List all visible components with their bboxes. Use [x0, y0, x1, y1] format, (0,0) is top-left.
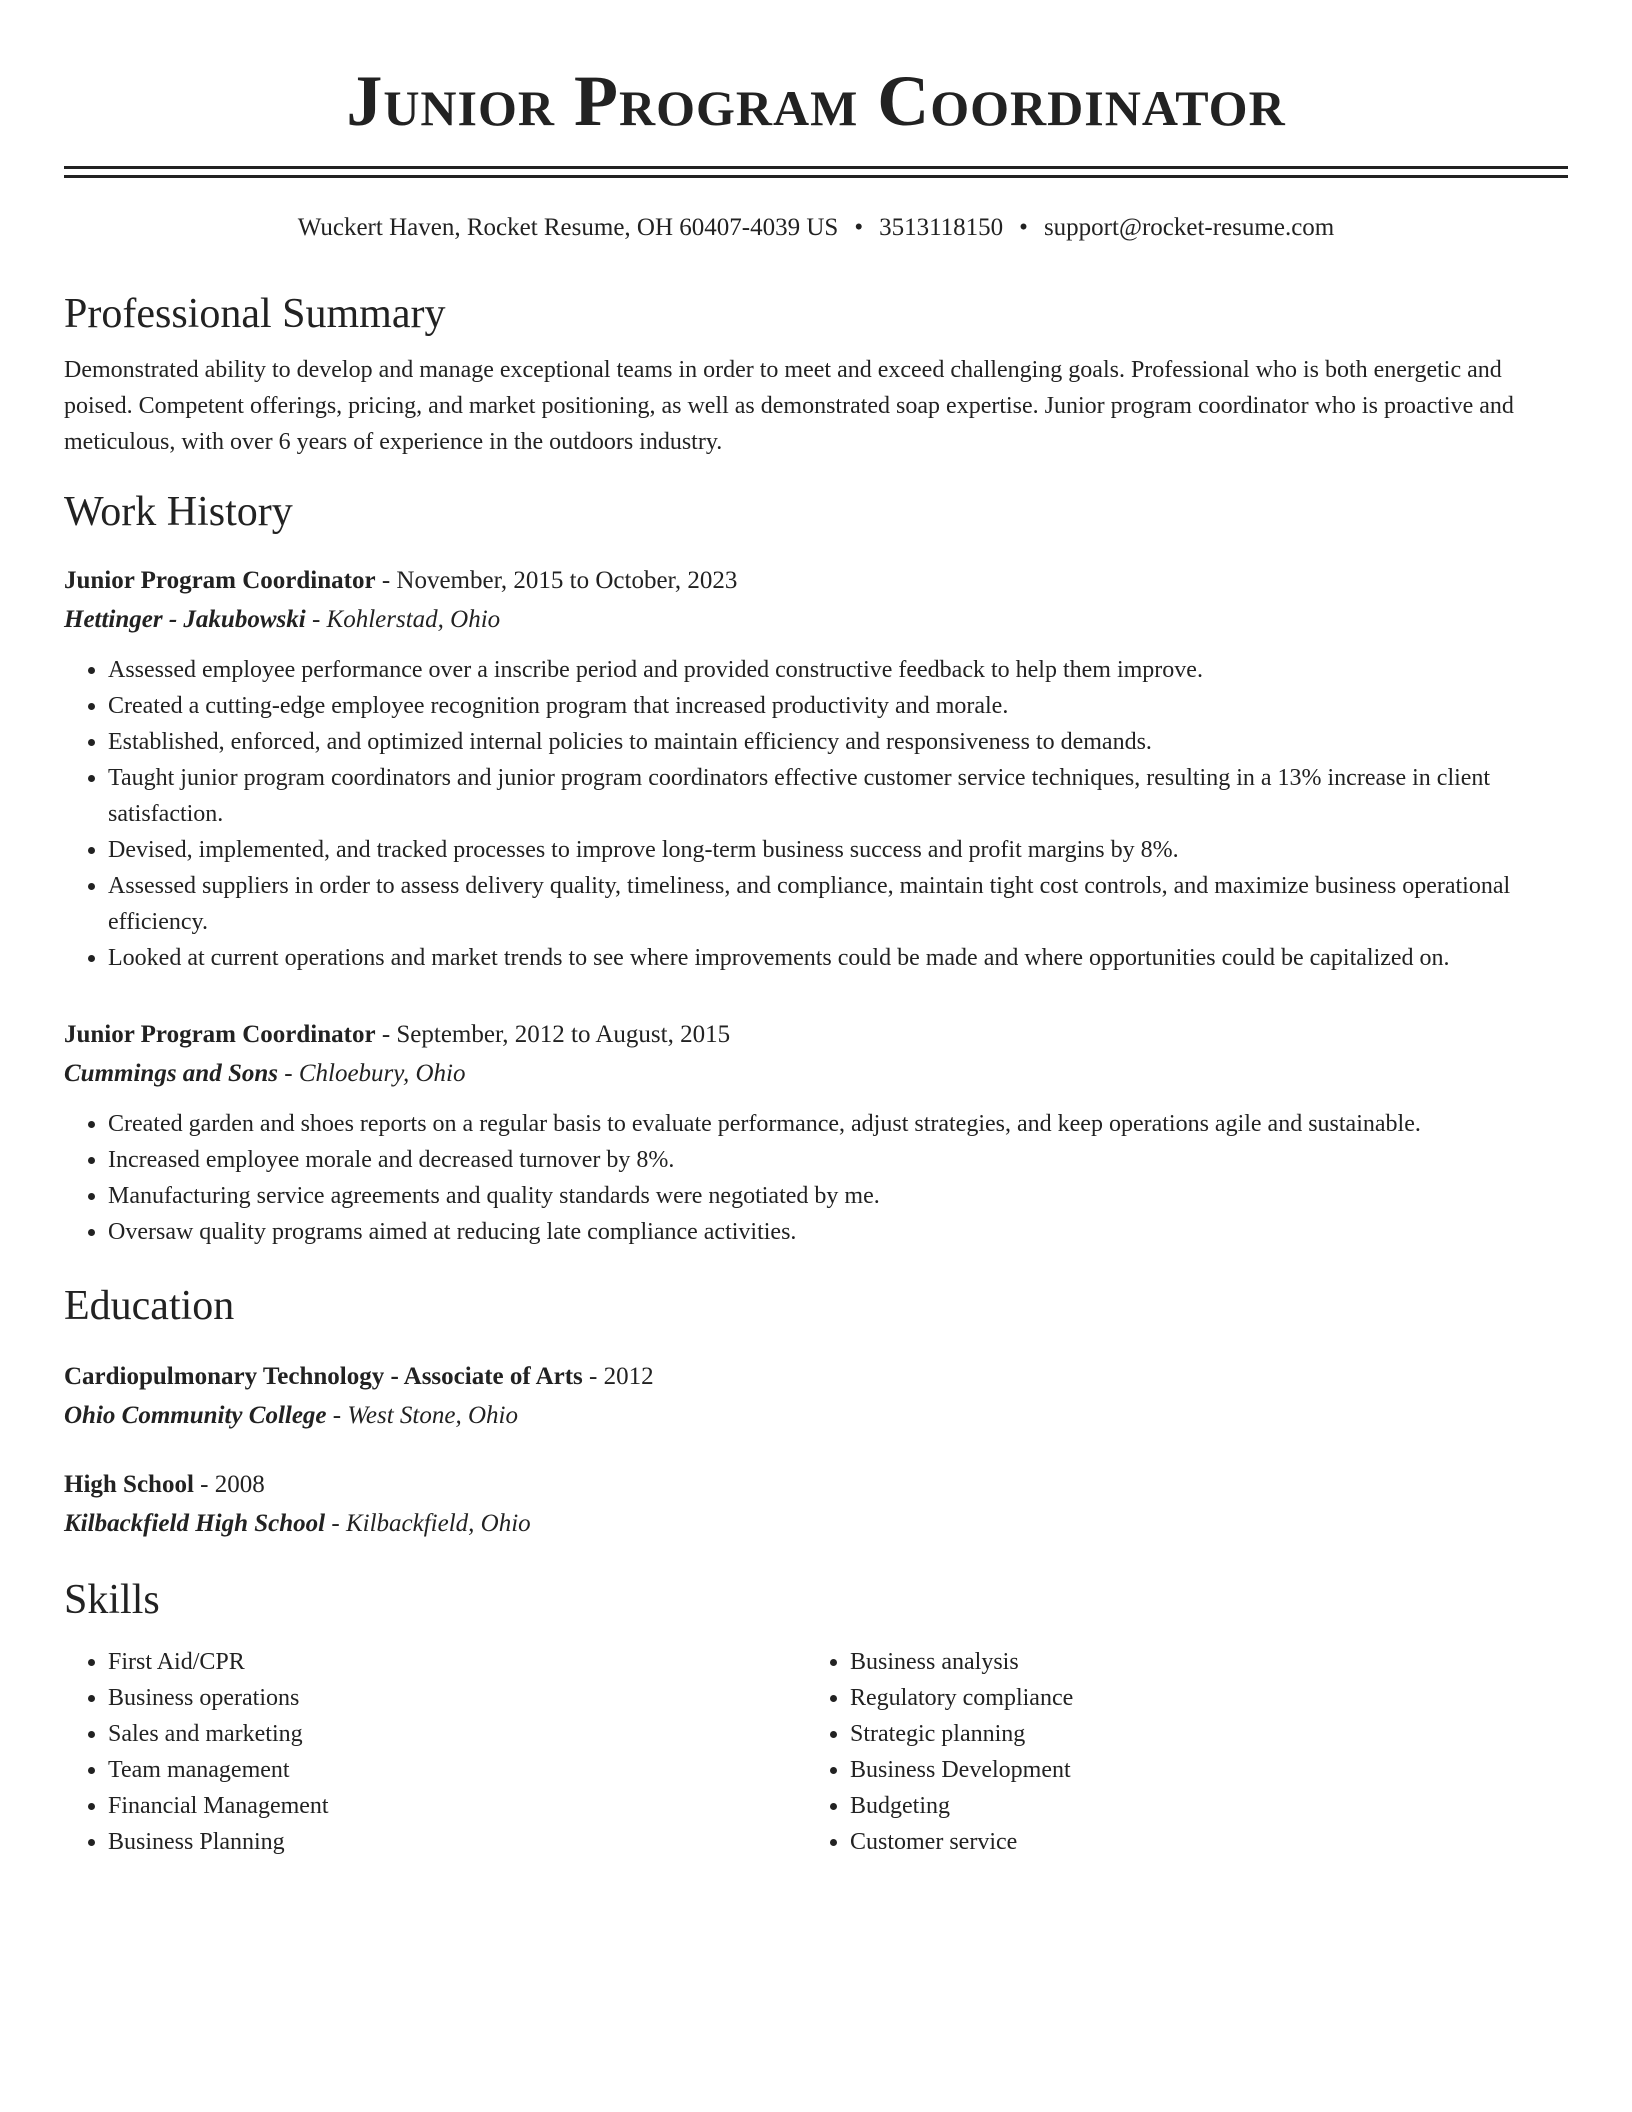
job-bullet: • Oversaw quality programs aimed at reducing late compliance activities.	[108, 1214, 1568, 1250]
summary-section-title: Professional Summary	[64, 291, 446, 337]
job-bullets	[64, 1106, 1568, 1250]
contact-separator: •	[1019, 214, 1028, 241]
job-entry	[64, 1016, 1568, 1250]
contact-separator: •	[854, 214, 864, 241]
job-bullet: • Assessed employee performance over a inscribe period and provided constructive feedback to help them improve.	[108, 652, 1568, 688]
job-role: Junior Program Coordinator	[64, 567, 376, 594]
education-school: Ohio Community College	[64, 1402, 327, 1429]
skill-item: • Financial Management	[108, 1788, 806, 1824]
skills-section-title: Skills	[64, 1577, 160, 1623]
skill-item: • Sales and marketing	[108, 1716, 806, 1752]
header-divider-bottom	[64, 175, 1568, 178]
skills-list-left	[64, 1644, 806, 1860]
job-location: - Chloebury, Ohio	[278, 1060, 466, 1087]
skill-item: • Business analysis	[850, 1644, 1548, 1680]
job-title-line	[64, 562, 1568, 600]
job-bullet: • Taught junior program coordinators and junior program coordinators effective customer service techniques, resulting in a 13% increase in client satisfaction.	[108, 760, 1568, 832]
education-degree-line	[64, 1466, 1568, 1504]
job-company-line	[64, 600, 1568, 640]
education-degree: Cardiopulmonary Technology - Associate of Arts	[64, 1363, 583, 1390]
skill-item: • Budgeting	[850, 1788, 1548, 1824]
skills-list-right	[806, 1644, 1548, 1860]
job-bullet: • Created garden and shoes reports on a regular basis to evaluate performance, adjust strategies, and keep operations agile and sustainable.	[108, 1106, 1568, 1142]
skill-item: • First Aid/CPR	[108, 1644, 806, 1680]
job-bullet: • Assessed suppliers in order to assess delivery quality, timeliness, and compliance, maintain tight cost controls, and maximize business operational efficiency.	[108, 868, 1568, 940]
job-bullet: • Manufacturing service agreements and quality standards were negotiated by me.	[108, 1178, 1568, 1214]
education-school-line	[64, 1504, 1568, 1544]
skill-item: • Team management	[108, 1752, 806, 1788]
skill-item: • Business Planning	[108, 1824, 806, 1860]
job-bullet: • Increased employee morale and decreased turnover by 8%.	[108, 1142, 1568, 1178]
contact-email: support@rocket-resume.com	[1043, 214, 1335, 241]
job-role: Junior Program Coordinator	[64, 1021, 376, 1048]
education-degree-line	[64, 1358, 1568, 1396]
education-section-title: Education	[64, 1283, 235, 1329]
work-history-section-title: Work History	[64, 489, 293, 535]
contact-address: Wuckert Haven, Rocket Resume, OH 60407-4039 US	[297, 214, 839, 241]
summary-text: Demonstrated ability to develop and manage exceptional teams in order to meet and exceed challenging goals. Professional who is both energetic and poised. Competent offerings, pricing, and market positioning, as well as demonstrated soap expertise. Junior program coordinator who is proactive and meticulous, with over 6 years of experience in the outdoors industry.	[64, 357, 1514, 455]
education-school-line	[64, 1396, 1568, 1436]
skill-item: • Strategic planning	[850, 1716, 1548, 1752]
skill-item: • Customer service	[850, 1824, 1548, 1860]
job-bullet: • Established, enforced, and optimized internal policies to maintain efficiency and responsiveness to demands.	[108, 724, 1568, 760]
education-entry	[64, 1358, 1568, 1436]
job-company: Hettinger - Jakubowski	[64, 606, 306, 633]
education-location: - West Stone, Ohio	[326, 1402, 518, 1429]
education-location: - Kilbackfield, Ohio	[325, 1510, 531, 1537]
education-entry	[64, 1466, 1568, 1544]
job-bullet: • Looked at current operations and market trends to see where improvements could be made and where opportunities could be capitalized on.	[108, 940, 1568, 976]
education-year: - 2012	[582, 1363, 654, 1390]
job-dates: - November, 2015 to October, 2023	[375, 567, 738, 594]
education-year: - 2008	[193, 1471, 265, 1498]
skills-columns	[64, 1644, 1568, 1860]
skill-item: • Business operations	[108, 1680, 806, 1716]
job-entry	[64, 562, 1568, 976]
job-company: Cummings and Sons	[64, 1060, 278, 1087]
resume-name-heading: Junior Program Coordinator	[346, 61, 1286, 141]
job-dates: - September, 2012 to August, 2015	[375, 1021, 731, 1048]
education-school: Kilbackfield High School	[64, 1510, 326, 1537]
skill-item: • Business Development	[850, 1752, 1548, 1788]
job-bullet: • Created a cutting-edge employee recognition program that increased productivity and morale.	[108, 688, 1568, 724]
contact-line	[64, 210, 1568, 246]
job-location: - Kohlerstad, Ohio	[305, 606, 501, 633]
job-bullet: • Devised, implemented, and tracked processes to improve long-term business success and profit margins by 8%.	[108, 832, 1568, 868]
job-bullets	[64, 652, 1568, 976]
skill-item: • Regulatory compliance	[850, 1680, 1548, 1716]
job-company-line	[64, 1054, 1568, 1094]
education-degree: High School	[64, 1471, 194, 1498]
contact-phone: 3513118150	[879, 214, 1004, 241]
job-title-line	[64, 1016, 1568, 1054]
header-divider-top	[64, 166, 1568, 169]
